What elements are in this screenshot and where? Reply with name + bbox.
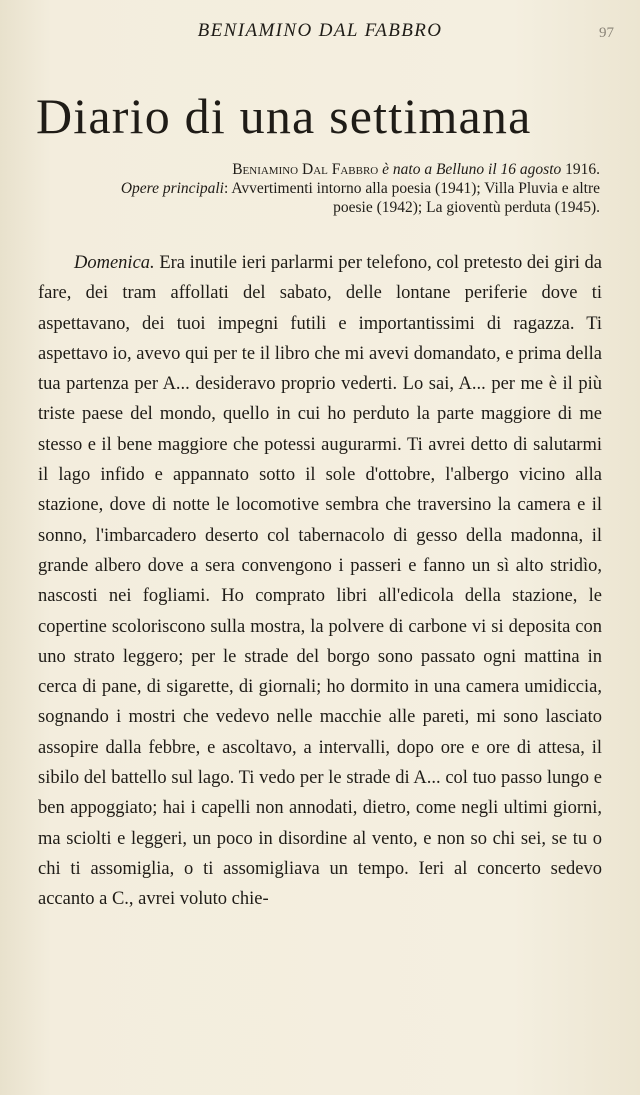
running-head: BENIAMINO DAL FABBRO xyxy=(197,20,443,41)
bio-born-date: 16 agosto xyxy=(500,161,562,178)
diary-body xyxy=(38,248,602,915)
bio-works-list: Avvertimenti intorno alla poesia (1941); Villa Pluvia e altre poesie (1942); La gioventù perduta (1945). xyxy=(231,180,600,216)
bio-works-label: Opere principali xyxy=(120,180,224,197)
article-title: Diario di una settimana xyxy=(36,88,532,144)
bio-author-name: Beniamino Dal Fabbro xyxy=(232,161,379,178)
page-number: 97 xyxy=(599,25,614,41)
diary-text: Era inutile ieri parlarmi per telefono, col pretesto dei giri da fare, dei tram affollati del sabato, delle lontane periferie dove ti aspettavano, dei tuoi impegni futili e importantissimi di ragazza. Ti aspettavo io, avevo qui per te il libro che mi avevi domandato, e prima della tua partenza per A... desideravo proprio vederti. Lo sai, A... per me è il più triste paese del mondo, quello in cui ho perduto la parte maggiore di me stesso e il bene maggiore che potessi augurarmi. Ti avrei detto di salutarmi il lago infido e appannato sotto il sole d'ottobre, l'albergo vicino alla stazione, dove di notte le locomotive sembra che traversino la camera e il sonno, l'imbarcadero deserto col tabernacolo di gesso della madonna, il grande albero dove a sera convengono i passeri e fanno un sì alto stridìo, nascosti nei fogliami. Ho comprato libri all'edicola della stazione, le copertine scoloriscono sulla mostra, la polvere di carbone vi si deposita con uno strato leggero; per le strade del borgo sono passato ogni mattina in cerca di pane, di sigarette, di giornali; ho dormito in una camera umidiccia, sognando i mostri che vedevo nelle macchie alle pareti, mi sono lasciato assopire dalla febbre, e ascoltavo, a intervalli, dopo ore e ore di attesa, il sibilo del battello sul lago. Ti vedo per le strade di A... col tuo passo lungo e ben appoggiato; hai i capelli non annodati, dietro, come negli ultimi giorni, ma sciolti e leggeri, un poco in disordine al vento, e non so chi sei, se tu o chi ti assomiglia, o ti assomigliava un tempo. Ieri al concerto sedevo accanto a C., avrei voluto chie- xyxy=(38,253,602,910)
author-bio: Beniamino Dal Fabbro è nato a Belluno il 16 agosto 1916. Opere principali: Avvertimenti intorno alla poesia (1941); Villa Pluvia e altre poesie (1942); La gioventù perduta (1945). xyxy=(120,161,600,216)
diary-paragraph xyxy=(38,248,602,915)
bio-born-text: è nato a Belluno il xyxy=(382,161,497,178)
bio-born-year: 1916. xyxy=(565,161,600,178)
diary-day-heading: Domenica. xyxy=(74,253,155,273)
